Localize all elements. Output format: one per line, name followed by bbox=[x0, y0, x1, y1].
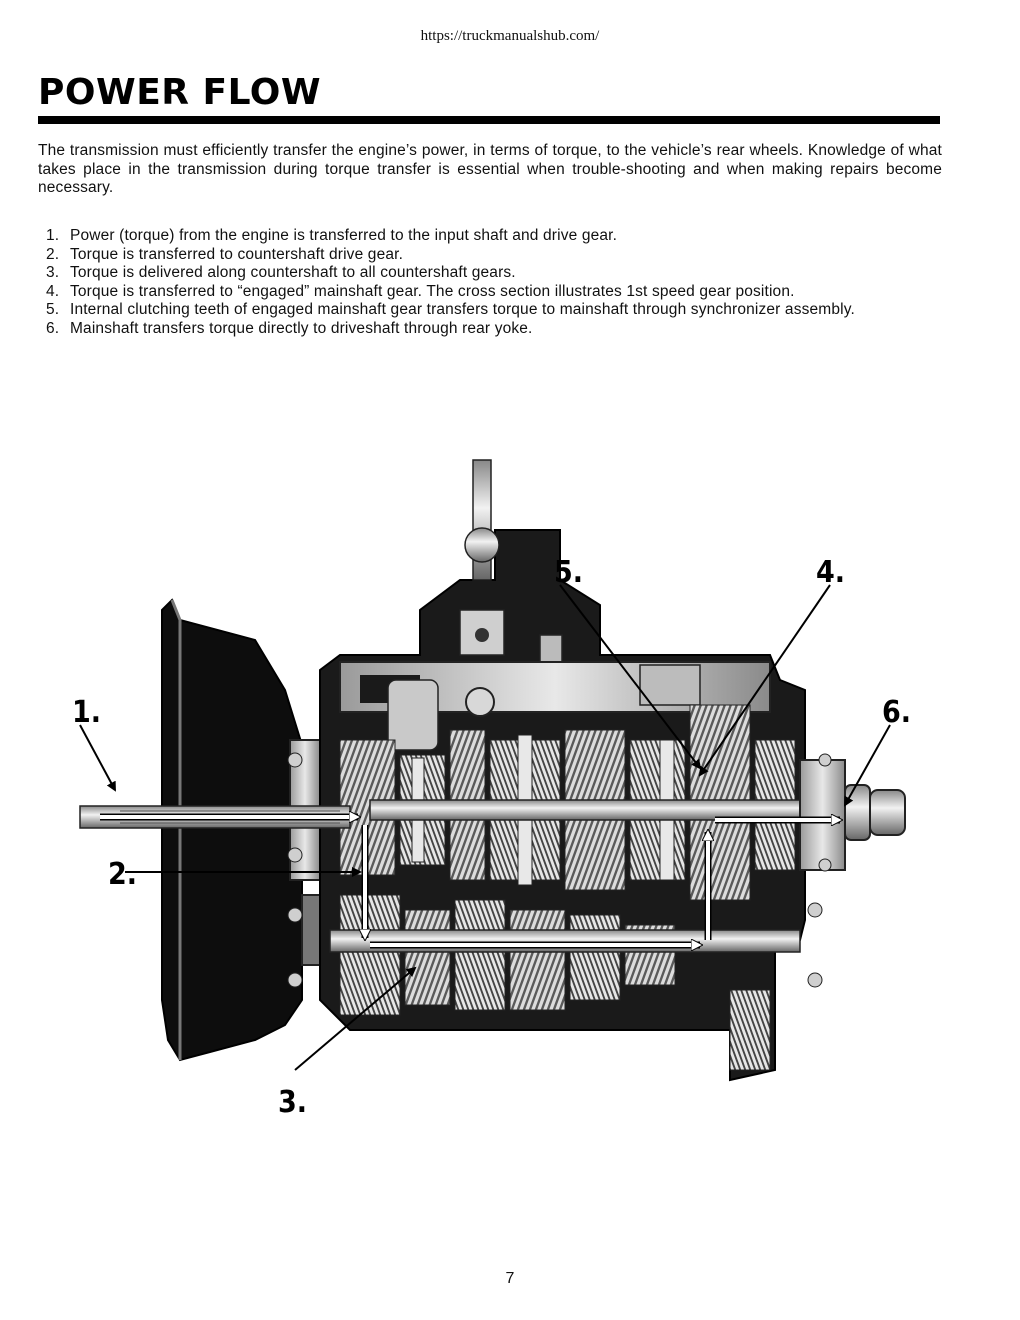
step-item: 6. Mainshaft transfers torque directly to driveshaft through rear yoke. bbox=[46, 319, 533, 337]
callout-4: 4. bbox=[816, 555, 846, 590]
callout-5: 5. bbox=[554, 555, 584, 590]
callout-6: 6. bbox=[882, 695, 912, 730]
transmission-cross-section bbox=[40, 440, 940, 1130]
clutch-housing bbox=[162, 600, 302, 1060]
page-number: 7 bbox=[505, 1270, 515, 1287]
source-url: https://truckmanualshub.com/ bbox=[420, 28, 600, 44]
step-item: 1. Power (torque) from the engine is transferred to the input shaft and drive gear. bbox=[46, 227, 618, 244]
power-flow-steps bbox=[38, 227, 942, 338]
step-item: 4. Torque is transferred to “engaged” mainshaft gear. The cross section illustrates 1st speed gear position. bbox=[46, 282, 795, 300]
callout-3: 3. bbox=[278, 1085, 308, 1120]
callout-2: 2. bbox=[108, 857, 138, 892]
step-item: 2. Torque is transferred to countershaft drive gear. bbox=[46, 245, 404, 263]
intro-paragraph: The transmission must efficiently transfer the engine’s power, in terms of torque, to the vehicle’s rear wheels. Knowledge of what takes place in the transmission during torque transfer is essential when trouble-shooting and when making repairs become necessary. bbox=[38, 142, 942, 196]
step-item: 5. Internal clutching teeth of engaged mainshaft gear transfers torque to mainshaft through synchronizer assembly. bbox=[46, 301, 855, 318]
rear-bearing-cover bbox=[800, 760, 845, 870]
countershaft bbox=[330, 930, 800, 952]
page-title: POWER FLOW bbox=[38, 72, 322, 113]
shift-ball bbox=[465, 528, 499, 562]
rear-yoke bbox=[845, 785, 870, 840]
title-rule bbox=[38, 116, 940, 124]
step-item: 3. Torque is delivered along countershaft to all countershaft gears. bbox=[46, 264, 516, 281]
callout-1: 1. bbox=[72, 695, 102, 730]
